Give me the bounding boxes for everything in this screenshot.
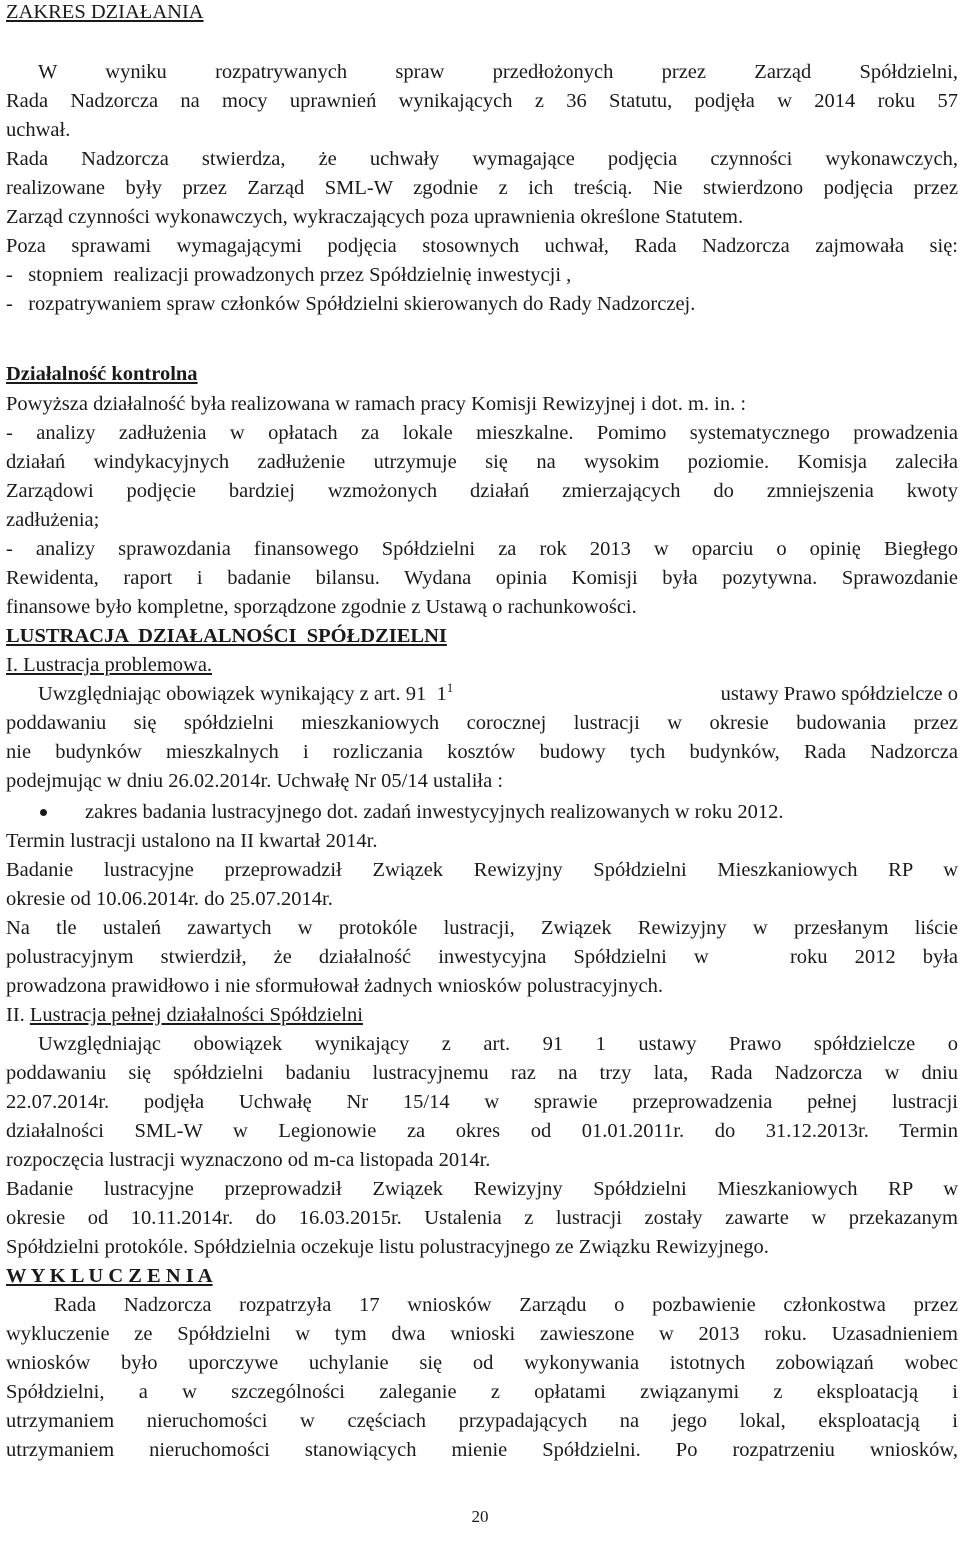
paragraph-line: rozpoczęcia lustracji wyznaczono od m-ca listopada 2014r.	[6, 1149, 491, 1171]
subsection-heading-pelna	[6, 1003, 958, 1027]
paragraph-line: Uwzględniając obowiązek wynikający z art. 91 1 ustawy Prawo spółdzielcze o	[38, 1033, 958, 1055]
paragraph-line: Zarządowi podjęcie bardziej wzmożonych działań zmierzających do zmniejszenia kwoty	[6, 480, 958, 502]
paragraph-line: Termin lustracji ustalono na II kwartał 2014r.	[6, 830, 378, 852]
superscript: 1	[446, 680, 454, 696]
subsection-heading-problemowa	[6, 653, 958, 677]
paragraph-line: Poza sprawami wymagającymi podjęcia stosownych uchwał, Rada Nadzorcza zajmowała się:	[6, 235, 958, 257]
paragraph-line: W wyniku rozpatrywanych spraw przedłożonych przez Zarząd Spółdzielni,	[38, 61, 958, 83]
section-heading-lustracja	[6, 624, 958, 648]
paragraph-line: Spółdzielni protokóle. Spółdzielnia oczekuje listu polustracyjnego ze Związku Rewizyjnego.	[6, 1236, 769, 1258]
list-item: - rozpatrywaniem spraw członków Spółdzielni skierowanych do Rady Nadzorczej.	[6, 293, 696, 315]
heading-text: ZAKRES DZIAŁANIA	[6, 1, 204, 23]
paragraph-line: poddawaniu się spółdzielni mieszkaniowych corocznej lustracji w okresie budowania przez	[6, 712, 958, 734]
paragraph-line: utrzymaniem nieruchomości w częściach przypadających na jego lokal, eksploatacją i	[6, 1410, 958, 1432]
list-item: - stopniem realizacji prowadzonych przez Spółdzielnię inwestycji ,	[6, 264, 572, 286]
heading-text: Lustracja pełnej działalności Spółdzielni	[29, 1004, 363, 1026]
paragraph-line: prowadzona prawidłowo i nie sformułował żadnych wniosków polustracyjnych.	[6, 975, 663, 997]
paragraph-line: poddawaniu się spółdzielni badaniu lustracyjnemu raz na trzy lata, Rada Nadzorcza w dniu	[6, 1062, 958, 1084]
page-number: 20	[471, 1507, 489, 1526]
section-heading-kontrolna	[6, 362, 958, 386]
paragraph-line: 22.07.2014r. podjęła Uchwałę Nr 15/14 w sprawie przeprowadzenia pełnej lustracji	[6, 1091, 958, 1113]
text-segment: ustawy Prawo spółdzielcze o	[715, 683, 958, 705]
list-item: zakres badania lustracyjnego dot. zadań inwestycyjnych realizowanych w roku 2012.	[85, 801, 784, 823]
paragraph-line: utrzymaniem nieruchomości stanowiących mienie Spółdzielni. Po rozpatrzeniu wniosków,	[6, 1439, 958, 1461]
paragraph-line: Rada Nadzorcza stwierdza, że uchwały wymagające podjęcia czynności wykonawczych,	[6, 148, 958, 170]
paragraph-line: Rada Nadzorcza rozpatrzyła 17 wniosków Zarządu o pozbawienie członkostwa przez	[54, 1294, 958, 1316]
heading-text: LUSTRACJA DZIAŁALNOŚCI SPÓŁDZIELNI	[6, 625, 447, 647]
section-heading-zakres	[6, 0, 958, 24]
heading-number: II.	[6, 1004, 30, 1026]
paragraph-line: - analizy zadłużenia w opłatach za lokale mieszkalne. Pomimo systematycznego prowadzenia	[6, 422, 958, 444]
paragraph-line: uchwał.	[6, 119, 71, 141]
paragraph-line: Na tle ustaleń zawartych w protokóle lustracji, Związek Rewizyjny w przesłanym liście	[6, 917, 958, 939]
section-heading-wykluczenia	[6, 1264, 958, 1288]
paragraph-line: Powyższa działalność była realizowana w ramach pracy Komisji Rewizyjnej i dot. m. in. :	[6, 393, 747, 415]
paragraph-line: działań windykacyjnych zadłużenie utrzymuje się na wysokim poziomie. Komisja zaleciła	[6, 451, 958, 473]
paragraph-line: finansowe było kompletne, sporządzone zgodnie z Ustawą o rachunkowości.	[6, 596, 637, 618]
paragraph-line: realizowane były przez Zarząd SML-W zgodnie z ich treścią. Nie stwierdzono podjęcia przez	[6, 177, 958, 199]
paragraph-line: Badanie lustracyjne przeprowadził Związek Rewizyjny Spółdzielni Mieszkaniowych RP w	[6, 859, 958, 881]
paragraph-line: działalności SML-W w Legionowie za okres od 01.01.2011r. do 31.12.2013r. Termin	[6, 1120, 958, 1142]
bullet-icon	[40, 809, 47, 816]
heading-text: W Y K L U C Z E N I A	[6, 1265, 213, 1287]
paragraph-line: Rada Nadzorcza na mocy uprawnień wynikających z 36 Statutu, podjęła w 2014 roku 57	[6, 90, 958, 112]
paragraph-line	[38, 682, 958, 706]
heading-text: Działalność kontrolna	[6, 363, 198, 385]
paragraph-line: - analizy sprawozdania finansowego Spółdzielni za rok 2013 w oparciu o opinię Biegłego	[6, 538, 958, 560]
text-run: Uwzględniając obowiązek wynikający z art. 91 1	[38, 683, 447, 705]
paragraph-line: Rewidenta, raport i badanie bilansu. Wydana opinia Komisji była pozytywna. Sprawozdanie	[6, 567, 958, 589]
paragraph-line: okresie od 10.11.2014r. do 16.03.2015r. Ustalenia z lustracji zostały zawarte w przekazanym	[6, 1207, 958, 1229]
paragraph-line: podejmując w dniu 26.02.2014r. Uchwałę Nr 05/14 ustaliła :	[6, 770, 504, 792]
paragraph-line: okresie od 10.06.2014r. do 25.07.2014r.	[6, 888, 333, 910]
paragraph-line: Spółdzielni, a w szczególności zaleganie z opłatami związanymi z eksploatacją i	[6, 1381, 958, 1403]
paragraph-line: wniosków było uporczywe uchylanie się od wykonywania istotnych zobowiązań wobec	[6, 1352, 958, 1374]
paragraph-line: Zarząd czynności wykonawczych, wykraczających poza uprawnienia określone Statutem.	[6, 206, 744, 228]
heading-text: I. Lustracja problemowa.	[6, 654, 213, 676]
paragraph-line: zadłużenia;	[6, 509, 100, 531]
paragraph-line: wykluczenie ze Spółdzielni w tym dwa wnioski zawieszone w 2013 roku. Uzasadnieniem	[6, 1323, 958, 1345]
paragraph-line: polustracyjnym stwierdził, że działalność inwestycyjna Spółdzielni w roku 2012 była	[6, 946, 958, 968]
text-segment	[38, 682, 453, 706]
paragraph-line: Badanie lustracyjne przeprowadził Związek Rewizyjny Spółdzielni Mieszkaniowych RP w	[6, 1178, 958, 1200]
paragraph-line: nie budynków mieszkalnych i rozliczania kosztów budowy tych budynków, Rada Nadzorcza	[6, 741, 958, 763]
